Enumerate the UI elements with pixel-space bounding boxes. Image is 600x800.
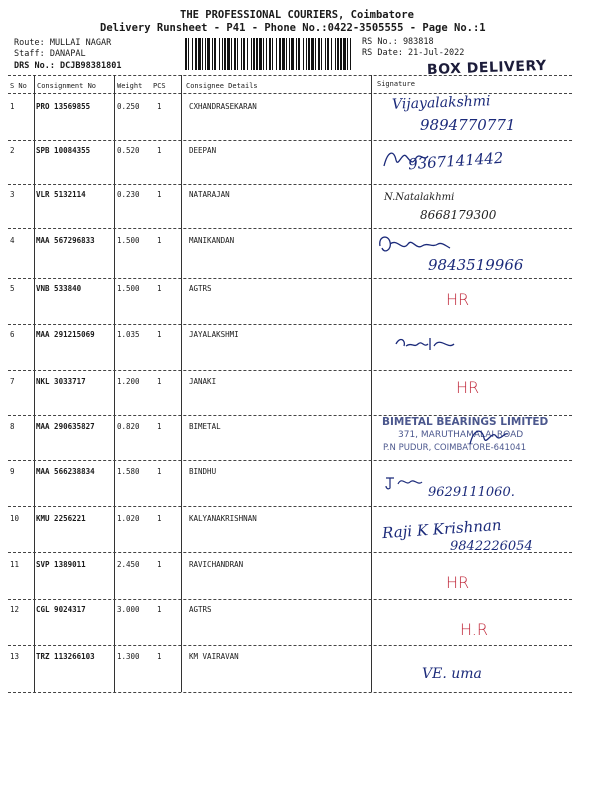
row-consignment: CGL 9024317: [36, 605, 86, 614]
staff-label: Staff: DANAPAL: [14, 49, 86, 59]
barcode-bar: [298, 38, 300, 70]
row-weight: 0.820: [117, 422, 140, 431]
barcode-bar: [192, 38, 193, 70]
row-sno: 4: [10, 236, 15, 245]
row-consignee: BINDHU: [189, 467, 217, 476]
barcode-bar: [291, 38, 294, 70]
runsheet-title: Delivery Runsheet - P41 - Phone No.:0422-3505555 - Page No.:1: [100, 22, 486, 34]
barcode-bar: [251, 38, 252, 70]
barcode-bar: [234, 38, 236, 70]
company-title: THE PROFESSIONAL COURIERS, Coimbatore: [180, 9, 414, 21]
barcode-bar: [188, 38, 189, 70]
company-stamp-city: P.N PUDUR, COIMBATORE-641041: [383, 443, 527, 453]
route-label: Route: MULLAI NAGAR: [14, 38, 112, 48]
barcode-bar: [253, 38, 255, 70]
row-separator: [8, 140, 572, 141]
row-separator: [8, 278, 572, 279]
barcode: [183, 38, 355, 70]
barcode-bar: [276, 38, 277, 70]
barcode-bar: [340, 38, 342, 70]
row-consignment: MAA 290635827: [36, 422, 95, 431]
barcode-bar: [335, 38, 336, 70]
row-weight: 1.580: [117, 467, 140, 476]
barcode-bar: [315, 38, 316, 70]
row-pcs: 1: [157, 146, 162, 155]
row-pcs: 1: [157, 330, 162, 339]
row-consignee: MANIKANDAN: [189, 236, 235, 245]
barcode-bar: [207, 38, 210, 70]
row-consignee: KALYANAKRISHNAN: [189, 514, 257, 523]
signature-name: Raji K Krishnan: [381, 515, 503, 543]
row-sno: 12: [10, 605, 20, 614]
row-separator: [8, 228, 572, 229]
barcode-bar: [347, 38, 348, 70]
row-pcs: 1: [157, 377, 162, 386]
row-consignee: JANAKI: [189, 377, 217, 386]
signature-name: N.Natalakhmi: [384, 192, 455, 203]
col-sno: S No: [10, 82, 27, 90]
row-weight: 1.035: [117, 330, 140, 339]
barcode-bar: [331, 38, 332, 70]
barcode-bar: [214, 38, 216, 70]
row-consignment: VLR 5132114: [36, 190, 86, 199]
barcode-bar: [227, 38, 230, 70]
barcode-bar: [303, 38, 304, 70]
rs-date: RS Date: 21-Jul-2022: [362, 48, 465, 58]
barcode-bar: [259, 38, 262, 70]
row-pcs: 1: [157, 467, 162, 476]
row-weight: 3.000: [117, 605, 140, 614]
row-sno: 3: [10, 190, 15, 199]
barcode-bar: [289, 38, 290, 70]
col-weight: Weight: [117, 82, 143, 90]
barcode-bar: [256, 38, 258, 70]
row-sno: 9: [10, 467, 15, 476]
row-consignee: NATARAJAN: [189, 190, 230, 199]
row-pcs: 1: [157, 102, 162, 111]
row-sno: 7: [10, 377, 15, 386]
row-pcs: 1: [157, 605, 162, 614]
row-consignee: DEEPAN: [189, 146, 217, 155]
row-weight: 1.020: [117, 514, 140, 523]
row-consignee: AGTRS: [189, 284, 212, 293]
row-separator: [8, 460, 572, 461]
header-top-rule: [8, 75, 572, 76]
barcode-bar: [282, 38, 285, 70]
table-bottom-rule: [8, 692, 572, 693]
box-delivery-stamp: BOX DELIVERY: [426, 57, 547, 79]
row-sno: 5: [10, 284, 15, 293]
row-weight: 2.450: [117, 560, 140, 569]
barcode-bar: [237, 38, 238, 70]
hr-mark: HR: [446, 573, 470, 592]
barcode-bar: [243, 38, 245, 70]
row-separator: [8, 599, 572, 600]
row-sno: 2: [10, 146, 15, 155]
barcode-bar: [212, 38, 213, 70]
barcode-bar: [327, 38, 329, 70]
barcode-bar: [222, 38, 223, 70]
row-consignment: SVP 1389011: [36, 560, 86, 569]
row-separator: [8, 506, 572, 507]
barcode-bar: [337, 38, 339, 70]
row-pcs: 1: [157, 190, 162, 199]
signature-phone: 9843519966: [428, 256, 524, 274]
barcode-bar: [321, 38, 322, 70]
barcode-bar: [272, 38, 273, 70]
row-separator: [8, 324, 572, 325]
row-separator: [8, 370, 572, 371]
row-pcs: 1: [157, 422, 162, 431]
barcode-bar: [306, 38, 307, 70]
barcode-bar: [308, 38, 310, 70]
barcode-bar: [311, 38, 314, 70]
handwritten-signature: [392, 332, 462, 354]
row-sno: 11: [10, 560, 20, 569]
hr-mark: H.R: [460, 620, 488, 639]
row-pcs: 1: [157, 236, 162, 245]
rs-number: RS No.: 983818: [362, 37, 434, 47]
row-pcs: 1: [157, 652, 162, 661]
signature-phone: 9894770771: [420, 116, 516, 134]
barcode-bar: [198, 38, 201, 70]
row-weight: 0.250: [117, 102, 140, 111]
barcode-bar: [241, 38, 242, 70]
row-consignment: MAA 566238834: [36, 467, 95, 476]
row-sno: 1: [10, 102, 15, 111]
row-weight: 1.300: [117, 652, 140, 661]
row-separator: [8, 645, 572, 646]
row-weight: 1.200: [117, 377, 140, 386]
barcode-bar: [195, 38, 197, 70]
barcode-bar: [296, 38, 297, 70]
row-consignee: JAYALAKSHMI: [189, 330, 239, 339]
barcode-bar: [269, 38, 271, 70]
signature-phone: 9367141442: [407, 148, 504, 174]
col-signature: Signature: [377, 80, 415, 88]
barcode-bar: [185, 38, 187, 70]
barcode-bar: [219, 38, 220, 70]
handwritten-signature: [382, 472, 426, 492]
row-consignee: RAVICHANDRAN: [189, 560, 244, 569]
row-consignment: SPB 10084355: [36, 146, 91, 155]
drs-number: DRS No.: DCJB98381801: [14, 61, 122, 71]
row-consignee: AGTRS: [189, 605, 212, 614]
row-consignee: BIMETAL: [189, 422, 221, 431]
row-sno: 6: [10, 330, 15, 339]
row-sno: 8: [10, 422, 15, 431]
signature-name: VE. uma: [422, 666, 482, 682]
col-consignment: Consignment No: [37, 82, 97, 90]
row-consignment: TRZ 113266103: [36, 652, 95, 661]
barcode-bar: [318, 38, 320, 70]
row-consignment: MAA 567296833: [36, 236, 95, 245]
row-sno: 10: [10, 514, 20, 523]
row-weight: 0.230: [117, 190, 140, 199]
barcode-bar: [224, 38, 226, 70]
barcode-bar: [263, 38, 264, 70]
signature-phone: 9842226054: [450, 539, 533, 554]
row-separator: [8, 552, 572, 553]
barcode-bar: [202, 38, 203, 70]
barcode-bar: [350, 38, 351, 70]
row-consignment: KMU 2256221: [36, 514, 86, 523]
row-pcs: 1: [157, 560, 162, 569]
signature-phone: 9629111060.: [428, 485, 515, 500]
row-weight: 1.500: [117, 284, 140, 293]
barcode-bar: [231, 38, 232, 70]
handwritten-signature: [466, 424, 512, 452]
row-consignment: NKL 3033717: [36, 377, 86, 386]
col-pcs: PCS: [153, 82, 166, 90]
hr-mark: HR: [456, 378, 480, 397]
barcode-bar: [286, 38, 287, 70]
row-consignee: CXHANDRASEKARAN: [189, 102, 257, 111]
barcode-bar: [247, 38, 248, 70]
company-stamp-address: 371, MARUTHAMALAI ROAD: [398, 430, 524, 440]
col-consignee: Consignee Details: [186, 82, 258, 90]
row-separator: [8, 184, 572, 185]
row-consignment: VNB 533840: [36, 284, 82, 293]
barcode-bar: [205, 38, 206, 70]
row-weight: 1.500: [117, 236, 140, 245]
barcode-bar: [343, 38, 346, 70]
hr-mark: HR: [446, 290, 470, 309]
barcode-bar: [279, 38, 281, 70]
signature-phone: 8668179300: [420, 208, 497, 222]
signature-name: Vijayalakshmi: [391, 93, 491, 113]
barcode-bar: [325, 38, 326, 70]
company-stamp-name: BIMETAL BEARINGS LIMITED: [382, 416, 549, 428]
barcode-bar: [266, 38, 267, 70]
row-pcs: 1: [157, 284, 162, 293]
row-consignee: KM VAIRAVAN: [189, 652, 239, 661]
row-weight: 0.520: [117, 146, 140, 155]
row-pcs: 1: [157, 514, 162, 523]
row-consignment: MAA 291215069: [36, 330, 95, 339]
row-consignment: PRO 13569855: [36, 102, 91, 111]
row-sno: 13: [10, 652, 20, 661]
